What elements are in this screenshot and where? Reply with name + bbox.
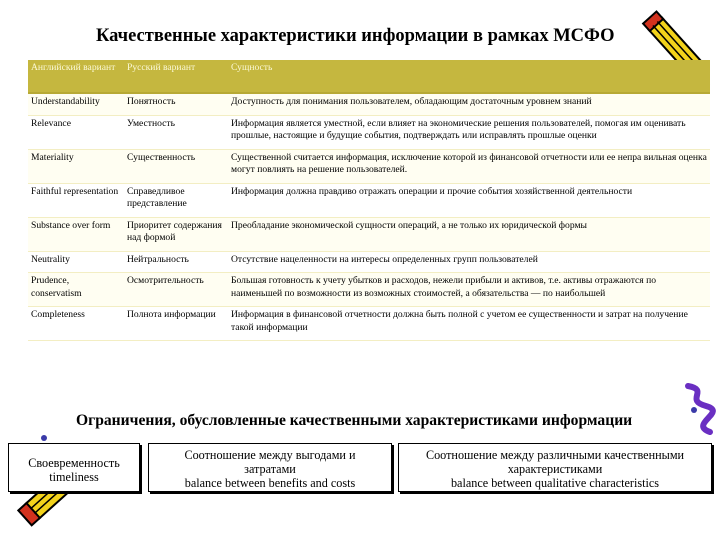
cell-essence: Преобладание экономической сущности операций, а не только их юридической формы: [228, 217, 710, 251]
cell-english: Substance over form: [28, 217, 124, 251]
cell-essence: Отсутствие нацеленности на интересы определенных групп пользователей: [228, 251, 710, 273]
table-row: [28, 273, 710, 307]
timeliness-box: [8, 443, 140, 492]
box-line: затратами: [244, 462, 296, 476]
table-row: [28, 217, 710, 251]
cell-russian: Нейтральность: [124, 251, 228, 273]
table-row: [28, 251, 710, 273]
box-line: характеристиками: [507, 462, 603, 476]
table-row: [28, 149, 710, 183]
cell-russian: Приоритет содержания над формой: [124, 217, 228, 251]
box-line: balance between qualitative characteristics: [450, 476, 660, 490]
qualitative-balance-box: [398, 443, 712, 492]
cell-russian: Полнота информации: [124, 307, 228, 341]
cell-english: Faithful representation: [28, 183, 124, 217]
table-row: [28, 307, 710, 341]
cell-english: Materiality: [28, 149, 124, 183]
cell-essence: Информация в финансовой отчетности должна быть полной с учетом ее существенности и затрат на получение такой информации: [228, 307, 710, 341]
header-english: Английский вариант: [28, 60, 124, 93]
cell-russian: Справедливое представление: [124, 183, 228, 217]
cell-english: Prudence, conservatism: [28, 273, 124, 307]
table-header-row: [28, 60, 710, 93]
cell-english: Understandability: [28, 93, 124, 115]
constraints-heading: Ограничения, обусловленные качественными характеристиками информации: [76, 412, 633, 429]
cell-english: Neutrality: [28, 251, 124, 273]
cell-essence: Существенной считается информация, исключение которой из финансовой отчетности или ее непра вильная оценка могут повлиять на решение пользователей.: [228, 149, 710, 183]
cell-english: Completeness: [28, 307, 124, 341]
table-row: [28, 115, 710, 149]
cell-russian: Уместность: [124, 115, 228, 149]
box-line: timeliness: [49, 470, 99, 484]
cell-russian: Существенность: [124, 149, 228, 183]
box-line: Соотношение между выгодами и: [184, 448, 356, 462]
cell-essence: Большая готовность к учету убытков и расходов, нежели прибыли и активов, т.е. активы отражаются по наименьшей по возможности из возможных стоимостей, а обязательства — по наибольшей: [228, 273, 710, 307]
scribble-icon: [680, 380, 720, 440]
cell-russian: Осмотрительность: [124, 273, 228, 307]
page-title: Качественные характеристики информации в рамках МСФО: [96, 26, 615, 46]
benefits-costs-box: [148, 443, 392, 492]
table-row: [28, 183, 710, 217]
cell-essence: Информация должна правдиво отражать операции и прочие события хозяйственной деятельности: [228, 183, 710, 217]
header-essence: Сущность: [228, 60, 710, 93]
cell-russian: Понятность: [124, 93, 228, 115]
box-line: Своевременность: [28, 456, 120, 470]
characteristics-table: [28, 60, 710, 341]
cell-essence: Информация является уместной, если влияет на экономические решения пользователей, помогая им оценивать прошлые, настоящие и будущие события, подтверждать или исправлять прошлые оценки: [228, 115, 710, 149]
box-line: balance between benefits and costs: [184, 476, 356, 490]
cell-essence: Доступность для понимания пользователем, обладающим достаточным уровнем знаний: [228, 93, 710, 115]
cell-english: Relevance: [28, 115, 124, 149]
header-russian: Русский вариант: [124, 60, 228, 93]
box-line: Соотношение между различными качественными: [425, 448, 685, 462]
table-row: [28, 93, 710, 115]
